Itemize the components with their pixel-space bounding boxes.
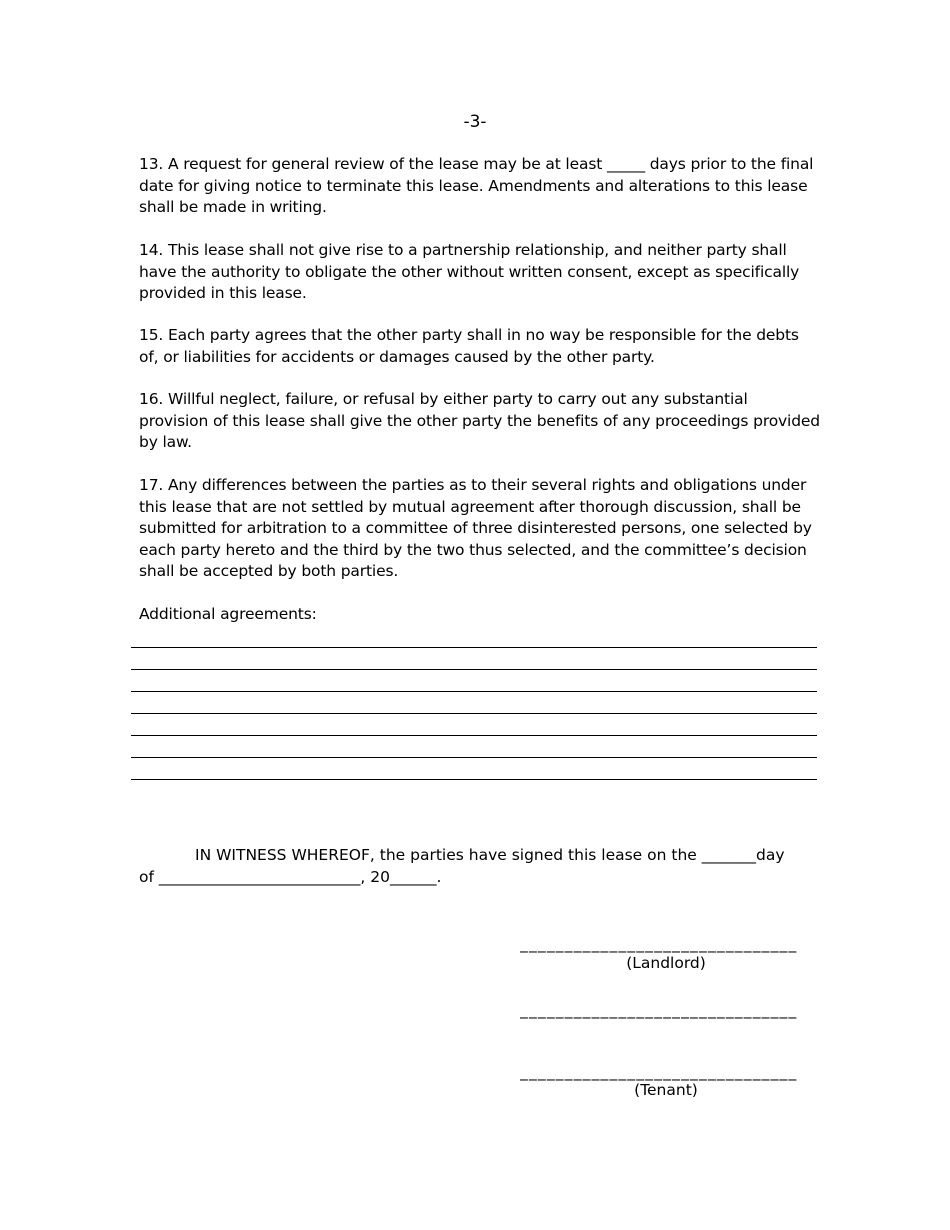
blank-line — [131, 779, 817, 780]
tenant-label: (Tenant) — [634, 1081, 698, 1099]
signature-line-landlord: _______________________________ — [520, 935, 798, 953]
blank-line — [131, 713, 817, 714]
blank-line — [131, 735, 817, 736]
landlord-label: (Landlord) — [626, 954, 706, 972]
clause-13: 13. A request for general review of the lease may be at least _____ days prior to the final date for giving notice to terminate this lease. Amendments and alterations to this lease shall be made in writing. — [139, 155, 814, 216]
witness-statement — [139, 845, 829, 888]
additional-agreements-label: Additional agreements: — [139, 605, 317, 623]
blank-line — [131, 669, 817, 670]
blank-line — [131, 691, 817, 692]
page-number: -3- — [463, 112, 487, 132]
signature-line-tenant: _______________________________ — [520, 1063, 798, 1081]
signature-line-second: _______________________________ — [520, 1001, 798, 1019]
blank-line — [131, 757, 817, 758]
clause-16: 16. Willful neglect, failure, or refusal by either party to carry out any substantial provision of this lease shall give the other party the benefits of any proceedings provided by law. — [139, 390, 820, 451]
clause-17: 17. Any differences between the parties as to their several rights and obligations under this lease that are not settled by mutual agreement after thorough discussion, shall be submitted for arbitration to a committee of three disinterested persons, one selected by each party hereto and the third by the two thus selected, and the committee’s decision shall be accepted by both parties. — [139, 476, 812, 580]
clause-14: 14. This lease shall not give rise to a partnership relationship, and neither party shall have the authority to obligate the other without written consent, except as specifically provided in this lease. — [139, 241, 800, 302]
blank-line — [131, 647, 817, 648]
witness-line-2: of __________________________, 20______. — [139, 867, 442, 886]
clause-15: 15. Each party agrees that the other party shall in no way be responsible for the debts of, or liabilities for accidents or damages caused by the other party. — [139, 326, 799, 366]
witness-line-1: IN WITNESS WHEREOF, the parties have signed this lease on the _______day — [195, 846, 785, 864]
